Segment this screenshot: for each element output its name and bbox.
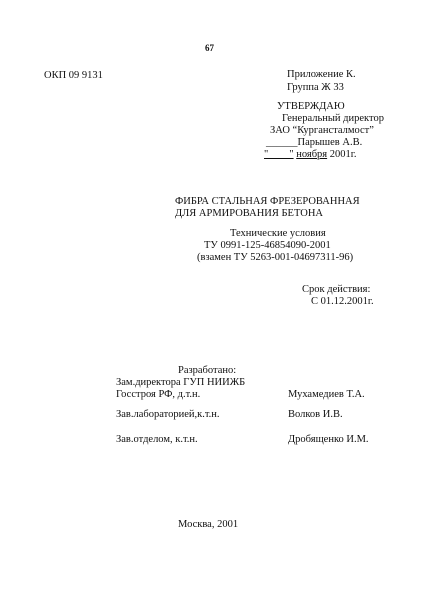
approval-date [264, 149, 357, 161]
city-year: Москва, 2001 [178, 519, 239, 530]
approval-signature-line [266, 137, 362, 149]
validity-date: С 01.12.2001г. [311, 296, 374, 307]
approval-company: ЗАО “Кургансталмост” [270, 125, 374, 136]
appendix-label: Приложение К. [287, 69, 356, 80]
signature-blank: ______ [266, 137, 298, 148]
approval-title: УТВЕРЖДАЮ [277, 101, 345, 112]
developer-3-name: Дробященко И.М. [288, 434, 369, 445]
developer-3-position: Зав.отделом, к.т.н. [116, 434, 198, 445]
developer-2-name: Волков И.В. [288, 409, 343, 420]
date-year: 2001г. [329, 149, 357, 160]
developers-heading: Разработано: [178, 365, 237, 376]
date-day-blank: "____" [264, 149, 294, 160]
signatory-name: Парышев А.В. [297, 137, 363, 148]
document-title-line1: ФИБРА СТАЛЬНАЯ ФРЕЗЕРОВАННАЯ [175, 196, 360, 207]
group-label: Группа Ж 33 [287, 82, 344, 93]
document-title-line2: ДЛЯ АРМИРОВАНИЯ БЕТОНА [175, 208, 323, 219]
okp-code: ОКП 09 9131 [44, 70, 103, 81]
approval-position: Генеральный директор [282, 113, 384, 124]
developer-1-name: Мухамедиев Т.А. [288, 389, 365, 400]
spec-replaces: (взамен ТУ 5263-001-04697311-96) [197, 252, 354, 263]
developer-1-position: Зам.директора ГУП НИИЖБ [116, 377, 246, 388]
date-month: ноября [296, 149, 328, 160]
spec-number: ТУ 0991-125-46854090-2001 [204, 240, 331, 251]
document-subtitle: Технические условия [230, 228, 326, 239]
developer-2-position: Зав.лабораторией,к.т.н. [116, 409, 220, 420]
page-number: 67 [205, 43, 214, 53]
validity-label: Срок действия: [302, 284, 371, 295]
developer-1-position-line2: Госстроя РФ, д.т.н. [116, 389, 201, 400]
